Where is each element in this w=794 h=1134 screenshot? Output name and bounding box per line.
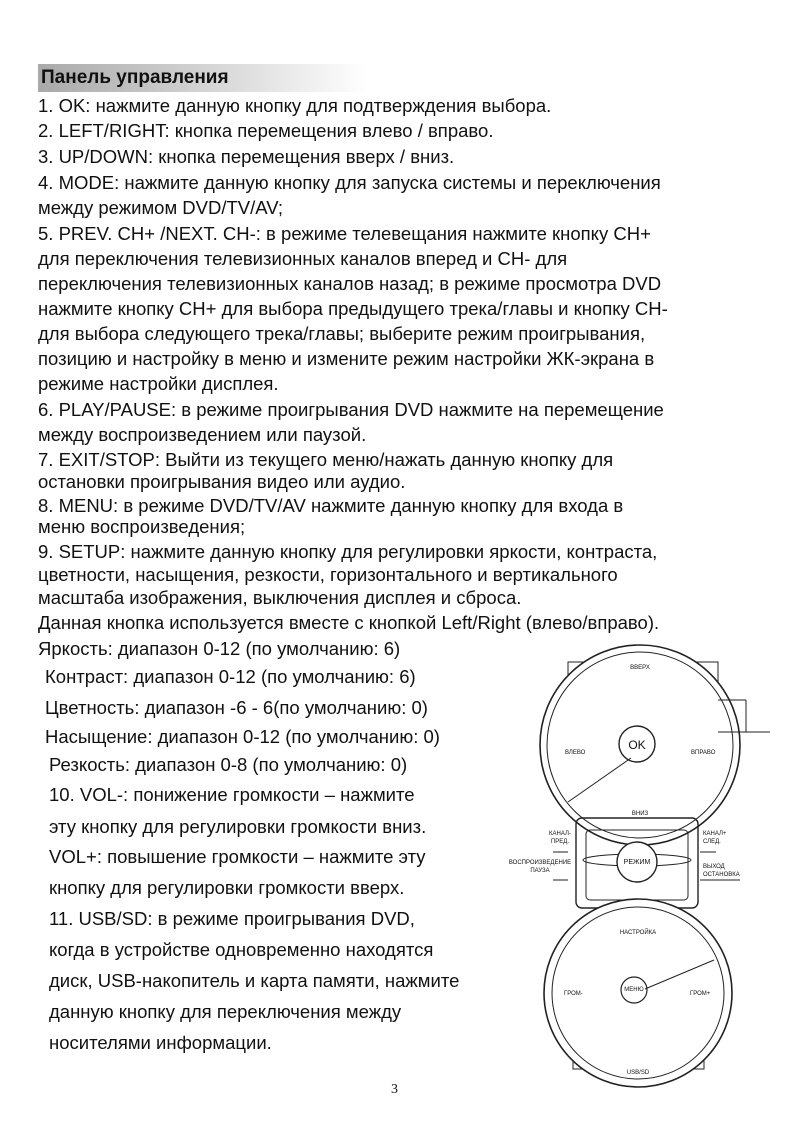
setup-label: НАСТРОЙКА bbox=[619, 930, 657, 936]
text-line: 3. UP/DOWN: кнопка перемещения вверх / вниз. bbox=[38, 146, 455, 167]
text-line: эту кнопку для регулировки громкости вниз. bbox=[49, 816, 427, 837]
text-line: между режимом DVD/TV/AV; bbox=[38, 197, 284, 218]
text-line: масштаба изображения, выключения дисплея и сброса. bbox=[38, 587, 522, 608]
text-line: 7. EXIT/STOP: Выйти из текущего меню/нажать данную кнопку для bbox=[38, 449, 614, 470]
text-line: 9. SETUP: нажмите данную кнопку для регулировки яркости, контраста, bbox=[38, 541, 658, 562]
prev-label-line1: КАНАЛ- bbox=[549, 831, 571, 837]
dpad-diagram bbox=[540, 645, 770, 845]
dpad-down-label: ВНИЗ bbox=[631, 811, 649, 817]
text-line: Данная кнопка используется вместе с кнопкой Left/Right (влево/вправо). bbox=[38, 612, 660, 633]
ok-label: OK bbox=[628, 738, 646, 752]
dpad-up-label: ВВЕРХ bbox=[630, 665, 650, 671]
next-label-line1: КАНАЛ+ bbox=[703, 831, 727, 837]
text-line: Насыщение: диапазон 0-12 (по умолчанию: 0) bbox=[45, 726, 440, 747]
text-line: 8. MENU: в режиме DVD/TV/AV нажмите данную кнопку для входа в bbox=[38, 495, 624, 516]
dpad-right-label: ВПРАВО bbox=[691, 750, 716, 756]
menu-button-label: МЕНЮ bbox=[624, 987, 644, 993]
page-number: 3 bbox=[391, 1082, 398, 1097]
text-line: Яркость: диапазон 0-12 (по умолчанию: 6) bbox=[38, 638, 401, 659]
text-line: Контраст: диапазон 0-12 (по умолчанию: 6) bbox=[45, 666, 416, 687]
text-line: данную кнопку для переключения между bbox=[49, 1001, 402, 1022]
text-line: цветности, насыщения, резкости, горизонтального и вертикального bbox=[38, 564, 618, 585]
next-label-line2: СЛЕД. bbox=[703, 839, 721, 845]
usb-sd-label: USB/SD bbox=[626, 1070, 650, 1076]
text-line: остановки проигрывания видео или аудио. bbox=[38, 471, 406, 492]
prev-label-line2: ПРЕД. bbox=[550, 839, 570, 845]
text-line: позицию и настройку в меню и измените режим настройки ЖК-экрана в bbox=[38, 348, 655, 369]
play-label-line2: ПАУЗА bbox=[530, 868, 550, 874]
text-line: VOL+: повышение громкости – нажмите эту bbox=[49, 846, 426, 867]
text-line: диск, USB-накопитель и карта памяти, нажмите bbox=[49, 970, 460, 991]
text-line: 4. MODE: нажмите данную кнопку для запуска системы и переключения bbox=[38, 172, 661, 193]
text-line: 10. VOL-: понижение громкости – нажмите bbox=[49, 784, 415, 805]
text-line: 6. PLAY/PAUSE: в режиме проигрывания DVD нажмите на перемещение bbox=[38, 399, 664, 420]
text-line: 5. PREV. CH+ /NEXT. CH-: в режиме телевещания нажмите кнопку CH+ bbox=[38, 223, 651, 244]
text-line: 1. OK: нажмите данную кнопку для подтверждения выбора. bbox=[38, 95, 552, 116]
text-line: когда в устройстве одновременно находятся bbox=[49, 939, 434, 960]
text-line: Резкость: диапазон 0-8 (по умолчанию: 0) bbox=[49, 754, 408, 775]
text-line: нажмите кнопку CH+ для выбора предыдущего трека/главы и кнопку CH- bbox=[38, 298, 668, 319]
text-line: кнопку для регулировки громкости вверх. bbox=[49, 877, 405, 898]
text-line: носителями информации. bbox=[49, 1032, 272, 1053]
text-line: Цветность: диапазон -6 - 6(по умолчанию: 0) bbox=[45, 697, 428, 718]
play-label-line1: ВОСПРОИЗВЕДЕНИЕ bbox=[508, 860, 572, 866]
section-heading-text: Панель управления bbox=[41, 67, 229, 88]
text-line: 2. LEFT/RIGHT: кнопка перемещения влево / вправо. bbox=[38, 120, 494, 141]
dpad-left-label: ВЛЕВО bbox=[565, 750, 586, 756]
vol-plus-label: ГРОМ+ bbox=[690, 991, 711, 997]
mode-button-label: РЕЖИМ bbox=[623, 859, 651, 866]
text-line: меню воспроизведения; bbox=[38, 516, 246, 537]
exit-label-line2: ОСТАНОВКА bbox=[703, 872, 740, 878]
text-line: 11. USB/SD: в режиме проигрывания DVD, bbox=[49, 908, 415, 929]
exit-label-line1: ВЫХОД bbox=[703, 864, 725, 870]
text-line: для выбора следующего трека/главы; выберите режим проигрывания, bbox=[38, 323, 646, 344]
text-line: режиме настройки дисплея. bbox=[38, 373, 279, 394]
text-line: для переключения телевизионных каналов вперед и CH- для bbox=[38, 248, 568, 269]
text-line: переключения телевизионных каналов назад; в режиме просмотра DVD bbox=[38, 273, 662, 294]
vol-minus-label: ГРОМ- bbox=[564, 991, 583, 997]
text-line: между воспроизведением или паузой. bbox=[38, 424, 367, 445]
